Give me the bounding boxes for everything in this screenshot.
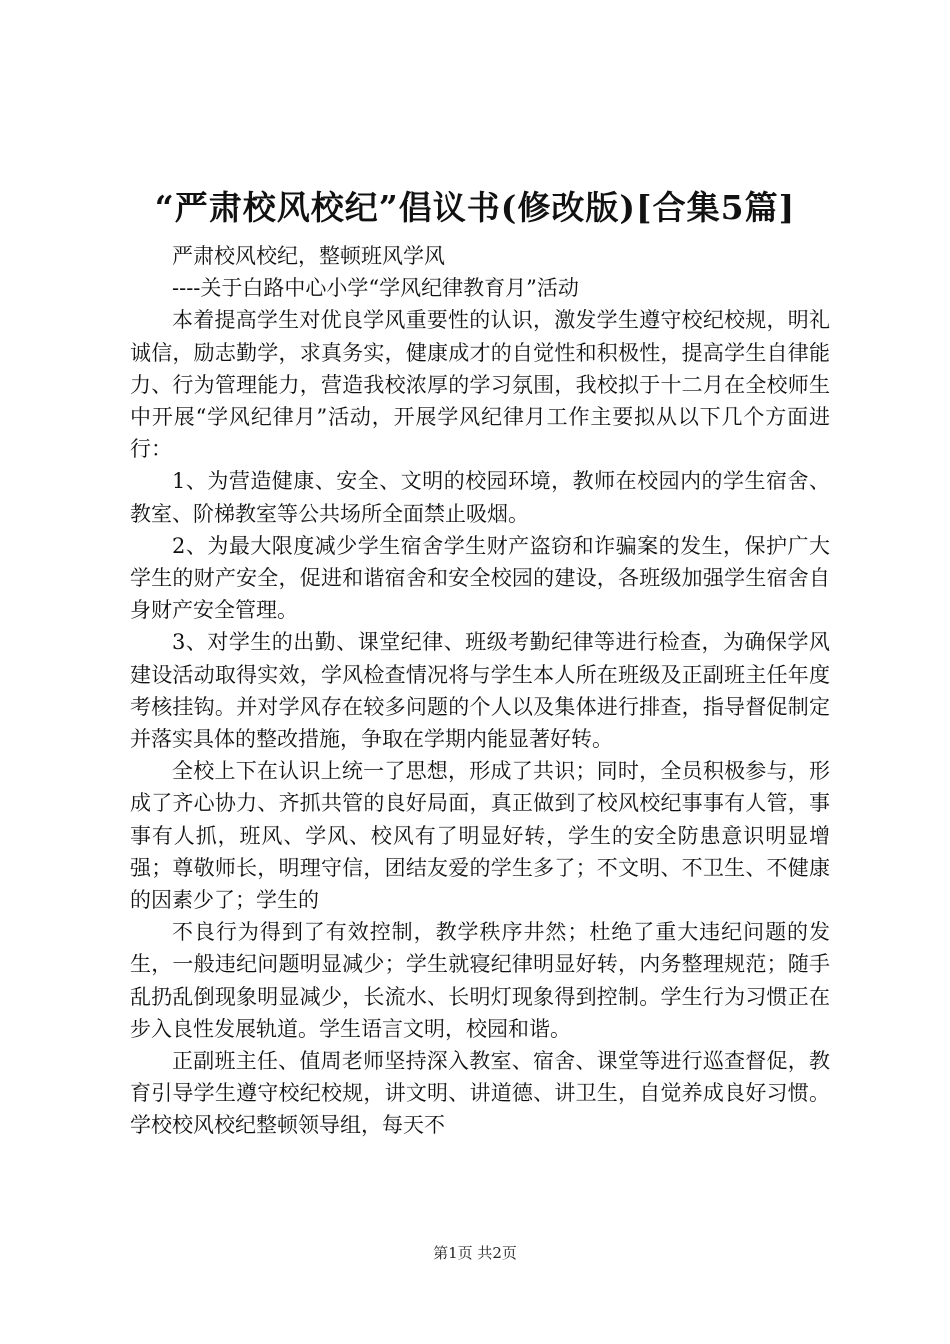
results-paragraph: 全校上下在认识上统一了思想，形成了共识；同时，全员积极参与，形成了齐心协力、齐抓共管的良好局面，真正做到了校风校纪事事有人管，事事有人抓，班风、学风、校风有了明显好转，学生的安全防患意识明显增强；尊敬师长，明理守信，团结友爱的学生多了；不文明、不卫生、不健康的因素少了；学生的 [130,759,830,913]
subtitle-source-line: ----关于白路中心小学“学风纪律教育月”活动 [172,276,579,301]
intro-paragraph: 本着提高学生对优良学风重要性的认识，激发学生遵守校纪校规，明礼诚信，励志勤学，求真务实，健康成才的自觉性和积极性，提高学生自律能力、行为管理能力，营造我校浓厚的学习氛围，我校拟于十二月在全校师生中开展“学风纪律月”活动，开展学风纪律月工作主要拟从以下几个方面进行： [130,308,830,462]
supervision-paragraph: 正副班主任、值周老师坚持深入教室、宿舍、课堂等进行巡查督促，教育引导学生遵守校纪校规，讲文明、讲道德、讲卫生，自觉养成良好习惯。学校校风校纪整顿领导组，每天不 [130,1049,830,1138]
page-number-footer: 第1页 共2页 [433,1244,517,1262]
subtitle-line: 严肃校风校纪，整顿班风学风 [172,244,445,268]
item-1-paragraph: 1、为营造健康、安全、文明的校园环境，教师在校园内的学生宿舍、教室、阶梯教室等公共场所全面禁止吸烟。 [130,469,830,526]
document-body [130,240,830,1142]
document-title: “严肃校风校纪”倡议书(修改版)[合集5篇] [154,188,796,227]
item-2-paragraph: 2、为最大限度减少学生宿舍学生财产盗窃和诈骗案的发生，保护广大学生的财产安全，促进和谐宿舍和安全校园的建设，各班级加强学生宿舍自身财产安全管理。 [130,533,830,623]
item-3-paragraph: 3、对学生的出勤、课堂纪律、班级考勤纪律等进行检查，为确保学风建设活动取得实效，学风检查情况将与学生本人所在班级及正副班主任年度考核挂钩。并对学风存在较多问题的个人以及集体进行排查，指导督促制定并落实具体的整改措施，争取在学期内能显著好转。 [130,630,830,752]
behavior-paragraph: 不良行为得到了有效控制，教学秩序井然；杜绝了重大违纪问题的发生，一般违纪问题明显减少；学生就寝纪律明显好转，内务整理规范；随手乱扔乱倒现象明显减少，长流水、长明灯现象得到控制。学生行为习惯正在步入良性发展轨道。学生语言文明，校园和谐。 [130,920,830,1041]
